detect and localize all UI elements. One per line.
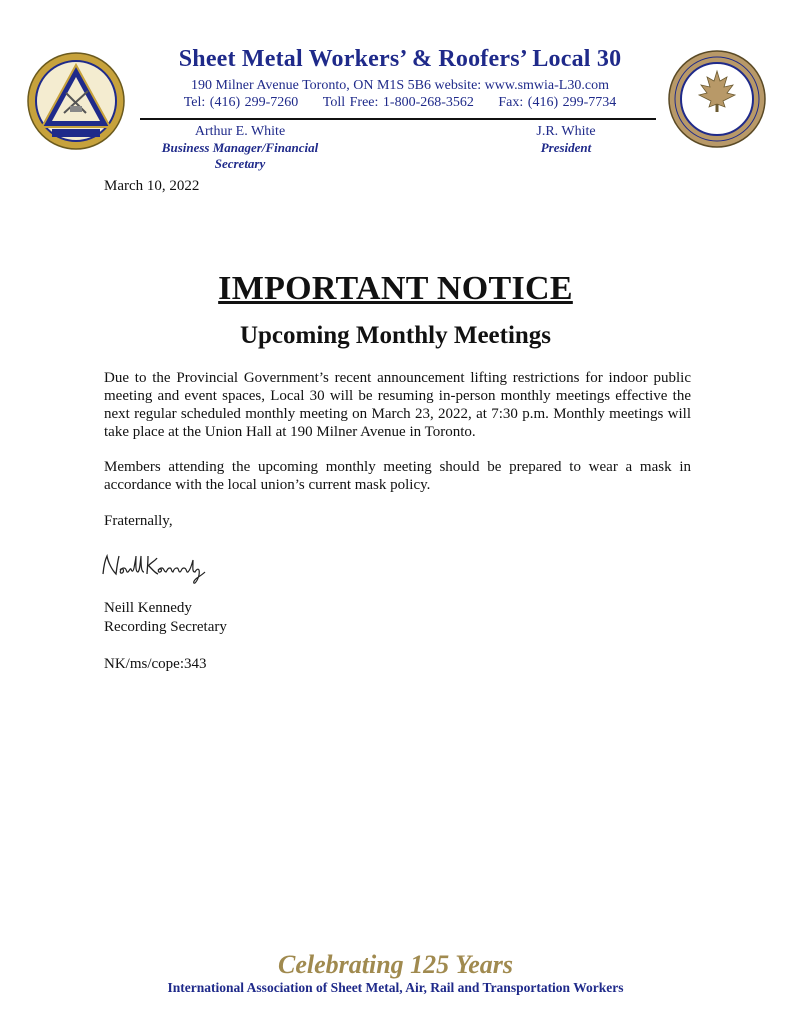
officer-title: Business Manager/Financial Secretary [161,140,319,171]
organization-name: Sheet Metal Workers’ & Roofers’ Local 30 [178,46,622,72]
signer-title: Recording Secretary [104,619,227,635]
officer-name: Arthur E. White [194,124,286,139]
right-association-seal [667,49,767,149]
right-seal-icon [667,49,767,149]
officer-name: J.R. White [536,124,596,139]
fax: Fax: (416) 299-7734 [498,95,617,110]
telephone: Tel: (416) 299-7260 [183,95,299,110]
footer-celebration: Celebrating 125 Years [278,950,513,979]
paragraph: Members attending the upcoming monthly meeting should be prepared to wear a mask in accordance with the local union’s current mask policy. [104,459,691,493]
officer-business-manager [140,124,340,172]
letter-date: March 10, 2022 [104,178,200,194]
letterhead-divider [140,118,656,120]
left-seal-icon [26,51,126,151]
reference-line: NK/ms/cope:343 [104,656,207,672]
signer-name: Neill Kennedy [104,600,192,616]
paragraph: Due to the Provincial Government’s recent announcement lifting restrictions for indoor public meeting and event spaces, Local 30 will be resuming in-person monthly meetings effective the next regular scheduled monthly meeting on March 23, 2022, at 7:30 p.m. Monthly meetings will take place at the Union Hall at 190 Milner Avenue in Toronto. [104,370,691,440]
signature-icon [100,550,210,586]
contact-numbers [140,95,660,111]
officer-president [496,124,636,156]
signature [100,550,210,586]
organization-address: 190 Milner Avenue Toronto, ON M1S 5B6 website: www.smwia-L30.com [191,78,609,93]
footer-association: International Association of Sheet Metal, Air, Rail and Transportation Workers [167,980,624,995]
notice-subheading: Upcoming Monthly Meetings [239,322,552,349]
officer-title: President [540,140,592,155]
toll-free: Toll Free: 1-800-268-3562 [322,95,474,110]
notice-heading: IMPORTANT NOTICE [218,270,573,307]
closing: Fraternally, [104,513,173,529]
left-union-seal [26,51,126,151]
